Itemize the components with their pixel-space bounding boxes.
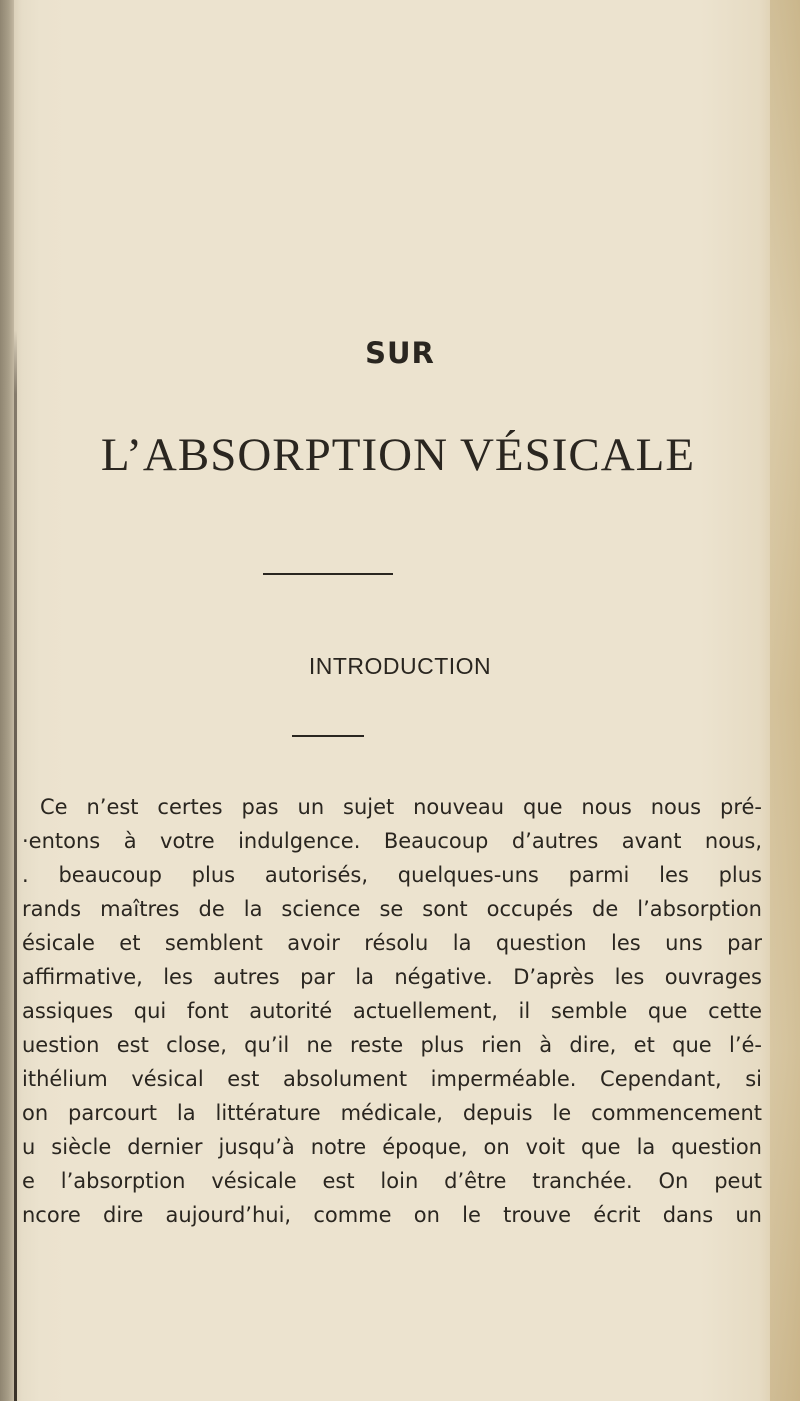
text-line: uestion est close, qu’il ne reste plus rien à dire, et que l’é- bbox=[22, 1033, 762, 1057]
text-line: ésicale et semblent avoir résolu la question les uns par bbox=[22, 931, 762, 955]
text-line: e l’absorption vésicale est loin d’être tranchée. On peut bbox=[22, 1169, 762, 1193]
page-edge-shadow bbox=[14, 330, 17, 1401]
text-line: on parcourt la littérature médicale, depuis le commencement bbox=[22, 1101, 762, 1125]
title-divider bbox=[263, 573, 393, 575]
text-line: affirmative, les autres par la négative. D’après les ouvrages bbox=[22, 965, 762, 989]
page-stain bbox=[770, 0, 800, 1401]
text-line: rands maîtres de la science se sont occupés de l’absorption bbox=[22, 897, 762, 921]
section-heading: INTRODUCTION bbox=[308, 653, 492, 679]
text-line: ncore dire aujourd’hui, comme on le trouve écrit dans un bbox=[22, 1203, 762, 1227]
text-line: assiques qui font autorité actuellement, il semble que cette bbox=[22, 999, 762, 1023]
text-line: ithélium vésical est absolument imperméable. Cependant, si bbox=[22, 1067, 762, 1091]
book-gutter bbox=[0, 0, 14, 1401]
text-line: . beaucoup plus autorisés, quelques-uns parmi les plus bbox=[22, 863, 762, 887]
main-title: L’ABSORPTION VÉSICALE bbox=[100, 429, 696, 481]
body-paragraph bbox=[22, 790, 762, 1232]
pre-title: SUR bbox=[365, 336, 435, 370]
text-line: Ce n’est certes pas un sujet nouveau que nous nous pré- bbox=[40, 795, 762, 819]
text-line: ·entons à votre indulgence. Beaucoup d’autres avant nous, bbox=[22, 829, 762, 853]
text-line: u siècle dernier jusqu’à notre époque, on voit que la question bbox=[22, 1135, 762, 1159]
section-divider bbox=[292, 735, 364, 737]
